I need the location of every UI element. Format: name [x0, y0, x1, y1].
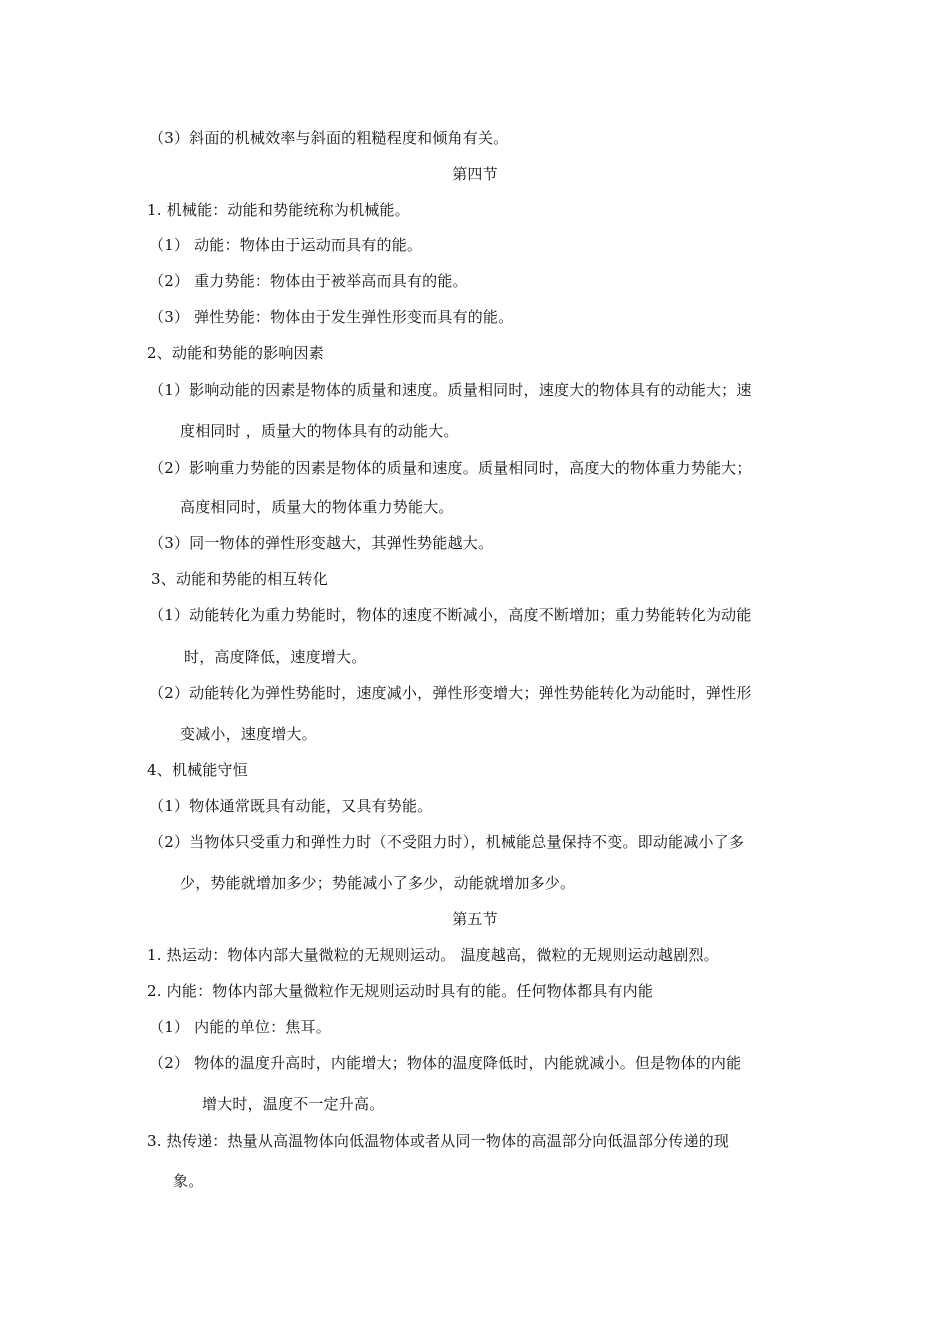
text-line: （3）同一物体的弹性形变越大，其弹性势能越大。 [149, 534, 494, 552]
text-line: 2. 内能：物体内部大量微粒作无规则运动时具有的能。任何物体都具有内能 [147, 982, 654, 1000]
section-heading: 第五节 [452, 910, 498, 928]
text-line: （1） 动能：物体由于运动而具有的能。 [149, 236, 423, 254]
text-line: （3） 弹性势能：物体由于发生弹性形变而具有的能。 [149, 308, 514, 326]
text-line: （1）动能转化为重力势能时，物体的速度不断减小，高度不断增加；重力势能转化为动能 [149, 606, 752, 624]
text-line: 2、动能和势能的影响因素 [147, 344, 324, 362]
text-line: （2）当物体只受重力和弹性力时（不受阻力时），机械能总量保持不变。即动能减小了多 [149, 833, 745, 851]
text-line: 1. 热运动：物体内部大量微粒的无规则运动。 温度越高，微粒的无规则运动越剧烈。 [147, 946, 719, 964]
text-line: 4、机械能守恒 [147, 761, 248, 779]
text-line: 增大时，温度不一定升高。 [202, 1095, 385, 1113]
text-line: （1）影响动能的因素是物体的质量和速度。质量相同时，速度大的物体具有的动能大；速 [149, 381, 752, 399]
section-heading: 第四节 [452, 165, 498, 183]
text-line: （3）斜面的机械效率与斜面的粗糙程度和倾角有关。 [149, 129, 509, 147]
text-line: 高度相同时，质量大的物体重力势能大。 [180, 498, 454, 516]
text-line: 度相同时 ，质量大的物体具有的动能大。 [180, 422, 459, 440]
text-line: （2） 重力势能：物体由于被举高而具有的能。 [149, 272, 468, 290]
text-line: （1）物体通常既具有动能，又具有势能。 [149, 797, 433, 815]
text-line: 3. 热传递：热量从高温物体向低温物体或者从同一物体的高温部分向低温部分传递的现 [147, 1132, 730, 1150]
text-line: 变减小，速度增大。 [180, 725, 317, 743]
text-line: 时，高度降低，速度增大。 [184, 648, 367, 666]
text-line: 1. 机械能：动能和势能统称为机械能。 [147, 201, 410, 219]
text-line: （1） 内能的单位：焦耳。 [149, 1018, 331, 1036]
text-line: 3、动能和势能的相互转化 [151, 570, 328, 588]
text-line: （2）影响重力势能的因素是物体的质量和速度。质量相同时，高度大的物体重力势能大； [149, 459, 752, 477]
text-line: （2） 物体的温度升高时，内能增大；物体的温度降低时，内能就减小。但是物体的内能 [149, 1054, 742, 1072]
text-line: 少，势能就增加多少；势能减小了多少，动能就增加多少。 [180, 874, 576, 892]
text-line: （2）动能转化为弹性势能时，速度减小，弹性形变增大；弹性势能转化为动能时，弹性形 [149, 684, 752, 702]
text-line: 象。 [173, 1172, 204, 1190]
